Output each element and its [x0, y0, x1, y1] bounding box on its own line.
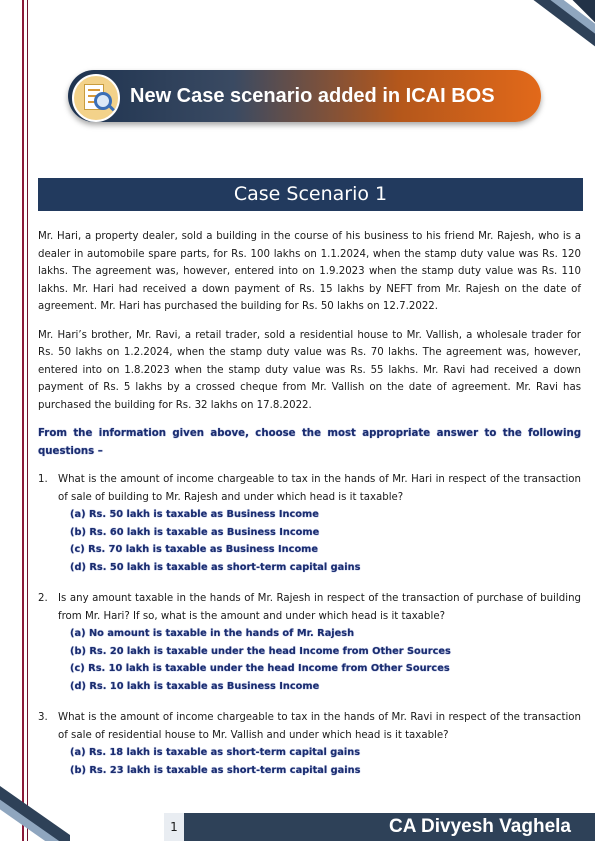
instruction-text: From the information given above, choose the most appropriate answer to the following questions – [38, 428, 581, 457]
answer-option: (d) Rs. 10 lakh is taxable as Business Income [70, 680, 320, 692]
document-body [38, 228, 581, 793]
answer-option: (b) Rs. 20 lakh is taxable under the head Income from Other Sources [70, 645, 451, 657]
answer-option: (a) Rs. 18 lakh is taxable as short-term capital gains [70, 747, 361, 758]
answer-option: (a) Rs. 50 lakh is taxable as Business Income [70, 509, 319, 520]
answer-option: (b) Rs. 60 lakh is taxable as Business Income [70, 526, 320, 538]
question-2 [38, 590, 581, 695]
banner-text: New Case scenario added in ICAI BOS [130, 85, 495, 107]
answer-option: (a) No amount is taxable in the hands of Mr. Rajesh [70, 628, 355, 639]
question-number: 2. [38, 593, 48, 604]
options-list [70, 506, 581, 576]
document-search-icon [72, 74, 120, 122]
answer-option: (d) Rs. 50 lakh is taxable as short-term capital gains [70, 561, 361, 573]
question-text: What is the amount of income chargeable to tax in the hands of Mr. Ravi in respect of the transaction of sale of residential house to Mr. Vallish and under which head is it taxable? [58, 712, 581, 741]
scenario-paragraph: Mr. Hari, a property dealer, sold a building in the course of his business to his friend Mr. Rajesh, who is a dealer in automobile spare parts, for Rs. 100 lakhs on 1.1.2024, when the stamp duty value was Rs. 120 lakhs. The agreement was, however, entered into on 1.9.2023 when the stamp duty value was Rs. 110 lakhs. Mr. Hari had received a down payment of Rs. 15 lakhs by NEFT from Mr. Rajesh on the date of agreement. Mr. Hari has purchased the building for Rs. 50 lakhs on 12.7.2022. [38, 231, 581, 312]
answer-option: (c) Rs. 10 lakh is taxable under the head Income from Other Sources [70, 663, 450, 674]
corner-decoration-top-right [505, 0, 595, 60]
left-border-line [22, 0, 24, 841]
announcement-banner [68, 70, 541, 122]
question-number: 1. [38, 474, 48, 485]
page-number: 1 [164, 813, 184, 841]
page-footer [0, 807, 595, 841]
section-title: Case Scenario 1 [38, 178, 583, 211]
options-list [70, 744, 581, 779]
question-1 [38, 471, 581, 576]
author-name: CA Divyesh Vaghela [389, 816, 571, 837]
answer-option: (b) Rs. 23 lakh is taxable as short-term capital gains [70, 764, 361, 776]
question-number: 3. [38, 712, 48, 723]
left-border-line-inner [27, 0, 28, 841]
options-list [70, 625, 581, 695]
answer-option: (c) Rs. 70 lakh is taxable as Business Income [70, 544, 319, 555]
question-text: What is the amount of income chargeable to tax in the hands of Mr. Hari in respect of the transaction of sale of building to Mr. Rajesh and under which head is it taxable? [58, 474, 581, 503]
scenario-paragraph: Mr. Hari’s brother, Mr. Ravi, a retail trader, sold a residential house to Mr. Vallish, a wholesale trader for Rs. 50 lakhs on 1.2.2024, when the stamp duty value was Rs. 70 lakhs. The agreement was, however, entered into on 1.8.2023 when the stamp duty value was Rs. 55 lakhs. Mr. Ravi had received a down payment of Rs. 5 lakhs by a crossed cheque from Mr. Vallish on the date of agreement. Mr. Ravi has purchased the building for Rs. 32 lakhs on 17.8.2022. [38, 329, 581, 411]
question-text: Is any amount taxable in the hands of Mr. Rajesh in respect of the transaction of purchase of building from Mr. Hari? If so, what is the amount and under which head is it taxable? [58, 593, 581, 622]
question-3 [38, 709, 581, 779]
